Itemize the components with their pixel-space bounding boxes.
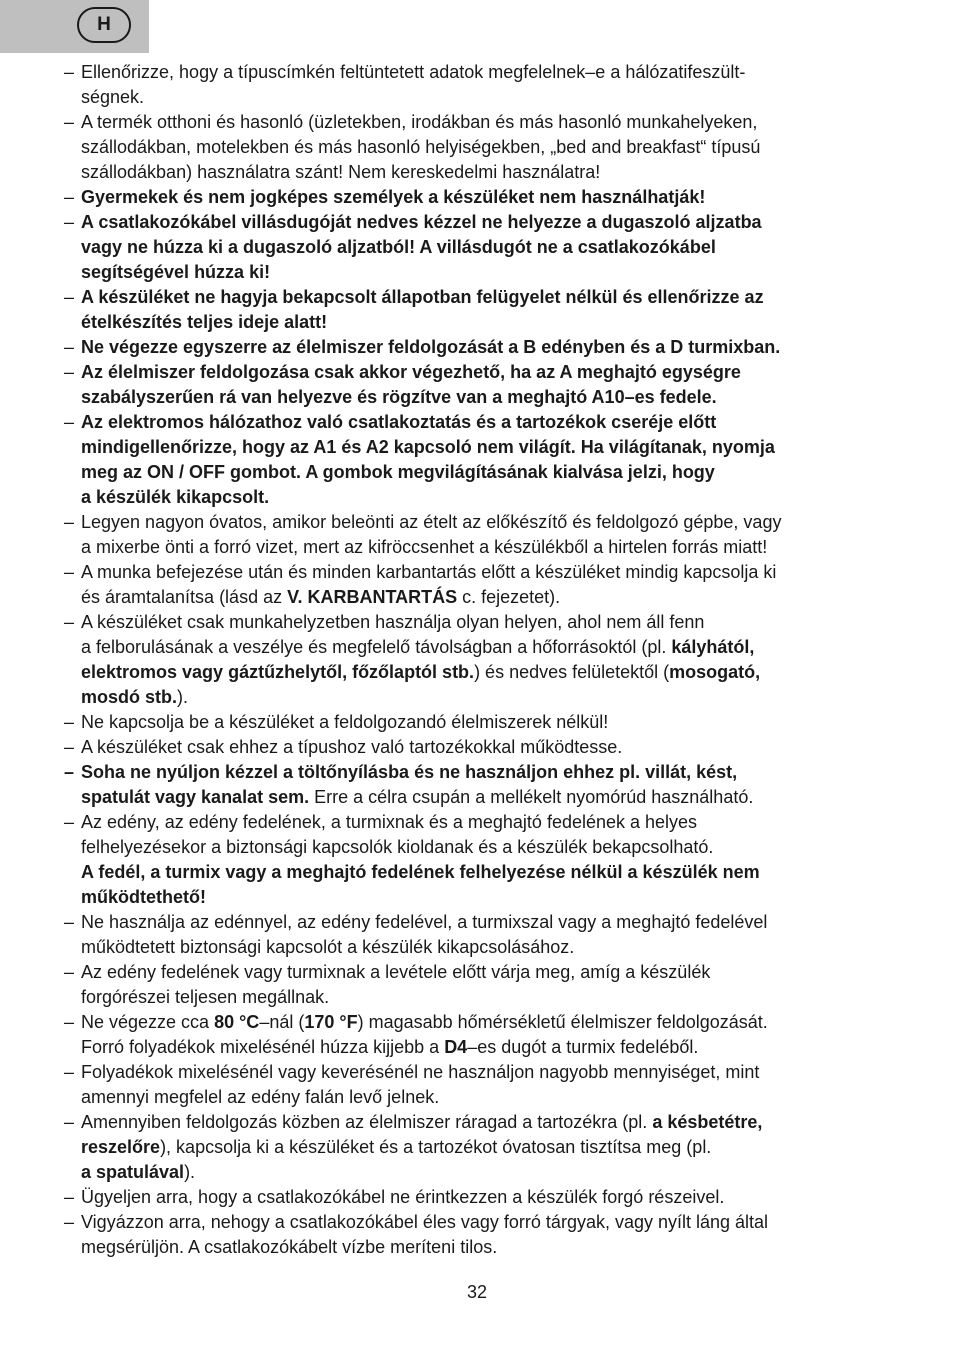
bold-text: A készüléket ne hagyja bekapcsolt állapotban felügyelet nélkül és ellenőrizze az: [81, 287, 764, 307]
text-run: Ügyeljen arra, hogy a csatlakozókábel ne érintkezzen a készülék forgó részeivel.: [81, 1187, 725, 1207]
text-run: a felborulásának a veszélye és megfelelő távolságban a hőforrásoktól (pl.: [81, 637, 672, 657]
language-tab: [0, 0, 149, 53]
text-line: [81, 1035, 894, 1060]
text-run: Az edény fedelének vagy turmixnak a levétele előtt várja meg, amíg a készülék: [81, 962, 711, 982]
bold-text: mindigellenőrizze, hogy az A1 és A2 kapcsoló nem világít. Ha világítanak, nyomja: [81, 437, 775, 457]
text-run: működtetett biztonsági kapcsolót a készülék kikapcsolásához.: [81, 937, 575, 957]
text-run: ).: [184, 1162, 196, 1182]
list-dash: –: [64, 337, 75, 357]
list-dash: –: [64, 812, 75, 832]
text-line: [81, 785, 894, 810]
text-line: [81, 135, 894, 160]
text-run: –nál (: [259, 1012, 305, 1032]
text-run: Erre a célra csupán a mellékelt nyomórúd használható.: [309, 787, 754, 807]
list-item: [64, 185, 894, 210]
list-dash: –: [64, 1187, 75, 1207]
text-run: A termék otthoni és hasonló (üzletekben, irodákban és más hasonló munkahelyeken,: [81, 112, 758, 132]
list-item: [64, 110, 894, 185]
text-line: [81, 235, 894, 260]
text-run: A készüléket csak ehhez a típushoz való tartozékokkal működtesse.: [81, 737, 623, 757]
text-line: [81, 1060, 894, 1085]
list-dash: –: [64, 1212, 75, 1232]
text-run: –es dugót a turmix fedeléből.: [467, 1037, 699, 1057]
bold-text: 170 °F: [304, 1012, 358, 1032]
text-line: [81, 935, 894, 960]
text-run: Vigyázzon arra, nehogy a csatlakozókábel éles vagy forró tárgyak, vagy nyílt láng által: [81, 1212, 769, 1232]
bold-text: Soha ne nyúljon kézzel a töltőnyílásba és ne használjon ehhez pl. villát, kést,: [81, 762, 738, 782]
list-item: [64, 560, 894, 610]
list-item: [64, 960, 894, 1010]
text-line: [81, 635, 894, 660]
text-line: [81, 1085, 894, 1110]
page-number: 32: [466, 1282, 488, 1302]
list-item: [64, 1185, 894, 1210]
bold-text: Ne végezze egyszerre az élelmiszer feldolgozását a B edényben és a D turmixban.: [81, 337, 781, 357]
text-run: ségnek.: [81, 87, 145, 107]
list-item: [64, 60, 894, 110]
text-line: [81, 1235, 894, 1260]
bold-text: meg az ON / OFF gombot. A gombok megvilágításának kialvása jelzi, hogy: [81, 462, 715, 482]
bold-text: A csatlakozókábel villásdugóját nedves kézzel ne helyezze a dugaszoló aljzatba: [81, 212, 762, 232]
text-line: [81, 1135, 894, 1160]
text-line: [81, 510, 894, 535]
language-badge: H: [77, 7, 131, 43]
list-item: [64, 1110, 894, 1185]
bold-text: A fedél, a turmix vagy a meghajtó fedelének felhelyezése nélkül a készülék nem: [81, 862, 760, 882]
list-dash: –: [64, 212, 75, 232]
text-line: [81, 860, 894, 885]
text-line: [81, 210, 894, 235]
list-dash: –: [64, 1062, 75, 1082]
list-item: [64, 285, 894, 335]
text-line: [81, 385, 894, 410]
bold-text: V. KARBANTARTÁS: [287, 587, 458, 607]
list-dash: –: [64, 187, 75, 207]
list-dash: –: [64, 512, 75, 532]
list-item: [64, 510, 894, 560]
list-item: [64, 410, 894, 510]
list-dash: –: [64, 62, 75, 82]
text-run: szállodákban) használatra szánt! Nem kereskedelmi használatra!: [81, 162, 601, 182]
text-line: [81, 760, 894, 785]
text-run: felhelyezésekor a biztonsági kapcsolók kioldanak és a készülék bekapcsolható.: [81, 837, 714, 857]
text-line: [81, 610, 894, 635]
text-line: [81, 835, 894, 860]
list-item: [64, 1060, 894, 1110]
text-line: [81, 260, 894, 285]
list-item: [64, 760, 894, 810]
list-dash: –: [64, 562, 75, 582]
bold-text: Az elektromos hálózathoz való csatlakoztatás és a tartozékok cseréje előtt: [81, 412, 717, 432]
list-item: [64, 710, 894, 735]
text-line: [81, 335, 894, 360]
text-line: [81, 560, 894, 585]
list-dash: –: [64, 287, 75, 307]
text-line: [81, 85, 894, 110]
text-line: [81, 535, 894, 560]
text-line: [81, 660, 894, 685]
bold-text: D4: [444, 1037, 468, 1057]
text-run: Az edény, az edény fedelének, a turmixnak és a meghajtó fedelének a helyes: [81, 812, 698, 832]
list-dash: –: [64, 912, 75, 932]
text-run: ).: [177, 687, 189, 707]
list-item: [64, 360, 894, 410]
list-dash: –: [64, 712, 75, 732]
list-item: [64, 810, 894, 910]
text-run: ) magasabb hőmérsékletű élelmiszer feldolgozását.: [357, 1012, 768, 1032]
list-item: [64, 1210, 894, 1260]
bold-text: a készülék kikapcsolt.: [81, 487, 270, 507]
text-run: és áramtalanítsa (lásd az: [81, 587, 288, 607]
bold-text: 80 °C: [214, 1012, 260, 1032]
bold-text: reszelőre: [81, 1137, 161, 1157]
text-run: megsérüljön. A csatlakozókábelt vízbe meríteni tilos.: [81, 1237, 498, 1257]
list-dash: –: [64, 612, 75, 632]
text-run: A munka befejezése után és minden karbantartás előtt a készüléket mindig kapcsolja ki: [81, 562, 777, 582]
text-line: [81, 185, 894, 210]
text-run: Amennyiben feldolgozás közben az élelmiszer ráragad a tartozékra (pl.: [81, 1112, 653, 1132]
text-run: Ne használja az edénnyel, az edény fedelével, a turmixszal vagy a meghajtó fedelével: [81, 912, 768, 932]
list-item: [64, 610, 894, 710]
text-run: A készüléket csak munkahelyzetben használja olyan helyen, ahol nem áll fenn: [81, 612, 705, 632]
text-run: Forró folyadékok mixelésénél húzza kijjebb a: [81, 1037, 445, 1057]
text-line: [81, 435, 894, 460]
text-line: [81, 360, 894, 385]
text-line: [81, 985, 894, 1010]
list-dash: –: [64, 762, 75, 782]
text-line: [81, 910, 894, 935]
text-line: [81, 460, 894, 485]
list-dash: –: [64, 962, 75, 982]
text-line: [81, 710, 894, 735]
text-run: forgórészei teljesen megállnak.: [81, 987, 330, 1007]
list-dash: –: [64, 1112, 75, 1132]
list-item: [64, 1010, 894, 1060]
text-run: c. fejezetet).: [457, 587, 561, 607]
bold-text: segítségével húzza ki!: [81, 262, 271, 282]
text-line: [81, 960, 894, 985]
text-run: ) és nedves felületektől (: [474, 662, 670, 682]
text-line: [81, 885, 894, 910]
list-dash: –: [64, 362, 75, 382]
text-run: ), kapcsolja ki a készüléket és a tartozékot óvatosan tisztítsa meg (pl.: [160, 1137, 712, 1157]
text-line: [81, 160, 894, 185]
text-line: [81, 60, 894, 85]
text-line: [81, 485, 894, 510]
safety-instructions-list: [64, 60, 894, 1260]
text-line: [81, 1210, 894, 1235]
text-line: [81, 1110, 894, 1135]
text-run: Ellenőrizze, hogy a típuscímkén feltüntetett adatok megfelelnek–e a hálózatifeszült-: [81, 62, 746, 82]
bold-text: ételkészítés teljes ideje alatt!: [81, 312, 328, 332]
text-line: [81, 685, 894, 710]
list-dash: –: [64, 737, 75, 757]
list-dash: –: [64, 1012, 75, 1032]
text-line: [81, 1160, 894, 1185]
bold-text: spatulát vagy kanalat sem.: [81, 787, 310, 807]
list-item: [64, 735, 894, 760]
bold-text: mosogató,: [669, 662, 761, 682]
text-line: [81, 285, 894, 310]
bold-text: elektromos vagy gáztűzhelytől, főzőlaptól stb.: [81, 662, 475, 682]
list-dash: –: [64, 112, 75, 132]
text-run: Ne végezze cca: [81, 1012, 215, 1032]
text-run: Folyadékok mixelésénél vagy keverésénél ne használjon nagyobb mennyiséget, mint: [81, 1062, 760, 1082]
bold-text: mosdó stb.: [81, 687, 178, 707]
bold-text: Gyermekek és nem jogképes személyek a készüléket nem használhatják!: [81, 187, 706, 207]
text-line: [81, 410, 894, 435]
list-item: [64, 210, 894, 285]
list-dash: –: [64, 412, 75, 432]
text-run: amennyi megfelel az edény falán levő jelnek.: [81, 1087, 440, 1107]
text-line: [81, 110, 894, 135]
bold-text: a késbetétre,: [652, 1112, 763, 1132]
bold-text: Az élelmiszer feldolgozása csak akkor végezhető, ha az A meghajtó egységre: [81, 362, 741, 382]
text-line: [81, 1010, 894, 1035]
bold-text: a spatulával: [81, 1162, 185, 1182]
list-item: [64, 335, 894, 360]
list-item: [64, 910, 894, 960]
text-line: [81, 810, 894, 835]
text-line: [81, 310, 894, 335]
bold-text: szabályszerűen rá van helyezve és rögzítve van a meghajtó A10–es fedele.: [81, 387, 717, 407]
bold-text: vagy ne húzza ki a dugaszoló aljzatból! A villásdugót ne a csatlakozókábel: [81, 237, 716, 257]
text-run: szállodákban, motelekben és más hasonló helyiségekben, „bed and breakfast“ típusú: [81, 137, 761, 157]
text-run: Legyen nagyon óvatos, amikor beleönti az ételt az előkészítő és feldolgozó gépbe, vagy: [81, 512, 782, 532]
text-run: Ne kapcsolja be a készüléket a feldolgozandó élelmiszerek nélkül!: [81, 712, 609, 732]
text-line: [81, 1185, 894, 1210]
bold-text: működtethető!: [81, 887, 206, 907]
text-line: [81, 735, 894, 760]
bold-text: kályhától,: [671, 637, 755, 657]
text-run: a mixerbe önti a forró vizet, mert az kifröccsenhet a készülékből a hirtelen forrás miatt!: [81, 537, 768, 557]
text-line: [81, 585, 894, 610]
